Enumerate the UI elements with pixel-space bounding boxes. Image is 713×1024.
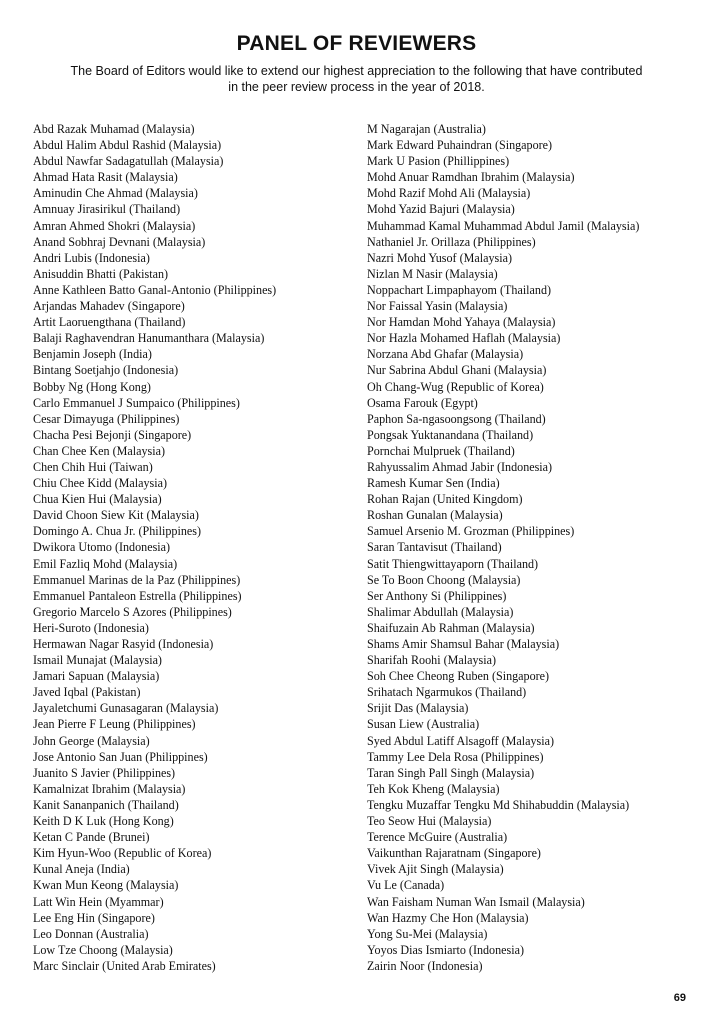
reviewer-name: Rahyussalim Ahmad Jabir (Indonesia) bbox=[367, 459, 553, 474]
reviewer-name: Abd Razak Muhamad (Malaysia) bbox=[33, 122, 195, 136]
reviewer-name: Kim Hyun-Woo (Republic of Korea) bbox=[33, 846, 212, 861]
reviewer-name: Nur Sabrina Abdul Ghani (Malaysia) bbox=[367, 363, 547, 378]
reviewer-name: Mark U Pasion (Phillippines) bbox=[367, 154, 510, 169]
reviewer-name: Ramesh Kumar Sen (India) bbox=[367, 476, 500, 491]
reviewer-name: Yong Su-Mei (Malaysia) bbox=[367, 926, 488, 941]
reviewer-name: Osama Farouk (Egypt) bbox=[367, 395, 478, 410]
reviewer-name: Taran Singh Pall Singh (Malaysia) bbox=[367, 765, 535, 780]
reviewer-name: Nor Hazla Mohamed Haflah (Malaysia) bbox=[367, 331, 561, 346]
reviewer-list-right bbox=[367, 121, 697, 974]
reviewer-name: Mohd Anuar Ramdhan Ibrahim (Malaysia) bbox=[367, 170, 575, 185]
reviewer-name: Zairin Noor (Indonesia) bbox=[367, 958, 483, 973]
reviewer-name: Leo Donnan (Australia) bbox=[33, 926, 149, 941]
reviewer-name: Juanito S Javier (Philippines) bbox=[33, 765, 176, 780]
reviewer-name: Roshan Gunalan (Malaysia) bbox=[367, 508, 503, 523]
reviewer-name: Jean Pierre F Leung (Philippines) bbox=[33, 717, 196, 732]
reviewer-name: Paphon Sa-ngasoongsong (Thailand) bbox=[367, 411, 546, 426]
reviewer-name: Rohan Rajan (United Kingdom) bbox=[367, 492, 523, 507]
reviewer-name: Javed Iqbal (Pakistan) bbox=[33, 685, 141, 700]
reviewer-name: Chen Chih Hui (Taiwan) bbox=[33, 459, 153, 474]
reviewer-name: Artit Laoruengthana (Thailand) bbox=[33, 315, 186, 330]
reviewer-name: Muhammad Kamal Muhammad Abdul Jamil (Malaysia) bbox=[367, 218, 640, 233]
reviewer-name: Terence McGuire (Australia) bbox=[367, 830, 508, 845]
page-title: PANEL OF REVIEWERS bbox=[236, 32, 477, 55]
reviewer-name: Low Tze Choong (Malaysia) bbox=[33, 942, 173, 957]
reviewer-name: Cesar Dimayuga (Philippines) bbox=[33, 411, 180, 426]
reviewer-name: Shalimar Abdullah (Malaysia) bbox=[367, 604, 514, 619]
reviewer-name: Ketan C Pande (Brunei) bbox=[33, 830, 150, 845]
reviewer-name: Abdul Nawfar Sadagatullah (Malaysia) bbox=[33, 154, 224, 169]
reviewer-name: Vivek Ajit Singh (Malaysia) bbox=[367, 862, 504, 877]
reviewer-name: Tammy Lee Dela Rosa (Philippines) bbox=[367, 749, 544, 764]
reviewer-name: Saran Tantavisut (Thailand) bbox=[367, 540, 502, 555]
reviewer-name: Srihatach Ngarmukos (Thailand) bbox=[367, 685, 527, 700]
reviewer-name: Hermawan Nagar Rasyid (Indonesia) bbox=[33, 637, 214, 651]
reviewer-name: Soh Chee Cheong Ruben (Singapore) bbox=[367, 669, 550, 684]
reviewer-name: Amnuay Jirasirikul (Thailand) bbox=[33, 202, 181, 217]
reviewer-name: Mark Edward Puhaindran (Singapore) bbox=[367, 138, 553, 153]
reviewer-name: Nor Hamdan Mohd Yahaya (Malaysia) bbox=[367, 315, 556, 330]
reviewer-name: Jamari Sapuan (Malaysia) bbox=[33, 669, 160, 684]
reviewer-name: Kwan Mun Keong (Malaysia) bbox=[33, 878, 179, 893]
reviewer-name: Emmanuel Pantaleon Estrella (Philippines) bbox=[33, 588, 242, 603]
reviewer-name: Se To Boon Choong (Malaysia) bbox=[367, 572, 521, 587]
reviewer-name: Amran Ahmed Shokri (Malaysia) bbox=[33, 218, 196, 233]
reviewer-name: Syed Abdul Latiff Alsagoff (Malaysia) bbox=[367, 733, 554, 748]
reviewer-name: Jayaletchumi Gunasagaran (Malaysia) bbox=[33, 701, 219, 716]
reviewer-name: Pornchai Mulpruek (Thailand) bbox=[367, 443, 515, 458]
reviewer-name: Ahmad Hata Rasit (Malaysia) bbox=[33, 170, 178, 185]
reviewer-name: Domingo A. Chua Jr. (Philippines) bbox=[33, 524, 201, 539]
reviewer-name: Susan Liew (Australia) bbox=[367, 717, 480, 732]
reviewer-name: Anisuddin Bhatti (Pakistan) bbox=[33, 266, 169, 281]
reviewer-name: Bobby Ng (Hong Kong) bbox=[33, 379, 151, 394]
reviewer-name: Norzana Abd Ghafar (Malaysia) bbox=[367, 347, 524, 362]
reviewer-name: Nathaniel Jr. Orillaza (Philippines) bbox=[367, 234, 536, 249]
reviewer-name: Mohd Razif Mohd Ali (Malaysia) bbox=[367, 186, 531, 201]
reviewer-name: Aminudin Che Ahmad (Malaysia) bbox=[33, 186, 198, 201]
reviewer-list-left bbox=[33, 121, 353, 974]
intro-text bbox=[20, 63, 693, 95]
reviewer-name: Chacha Pesi Bejonji (Singapore) bbox=[33, 427, 192, 442]
reviewer-name: Shaifuzain Ab Rahman (Malaysia) bbox=[367, 620, 535, 635]
reviewer-name: Jose Antonio San Juan (Philippines) bbox=[33, 749, 208, 764]
reviewer-name: Shams Amir Shamsul Bahar (Malaysia) bbox=[367, 637, 560, 651]
reviewer-name: Andri Lubis (Indonesia) bbox=[33, 250, 150, 265]
reviewer-name: Balaji Raghavendran Hanumanthara (Malaysia) bbox=[33, 331, 265, 346]
reviewer-name: Srijit Das (Malaysia) bbox=[367, 701, 469, 716]
reviewer-name: Gregorio Marcelo S Azores (Philippines) bbox=[33, 604, 232, 619]
reviewer-name: Chua Kien Hui (Malaysia) bbox=[33, 492, 162, 507]
reviewer-name: Yoyos Dias Ismiarto (Indonesia) bbox=[367, 942, 524, 957]
reviewer-name: Wan Faisham Numan Wan Ismail (Malaysia) bbox=[367, 894, 585, 909]
reviewer-name: Samuel Arsenio M. Grozman (Philippines) bbox=[367, 524, 575, 539]
reviewer-name: Benjamin Joseph (India) bbox=[33, 347, 152, 362]
reviewer-name: Dwikora Utomo (Indonesia) bbox=[33, 540, 171, 555]
reviewer-name: Heri-Suroto (Indonesia) bbox=[33, 620, 149, 635]
reviewer-name: Carlo Emmanuel J Sumpaico (Philippines) bbox=[33, 395, 240, 410]
reviewer-name: Tengku Muzaffar Tengku Md Shihabuddin (Malaysia) bbox=[367, 797, 630, 812]
intro-line-2: in the peer review process in the year of 2018. bbox=[228, 80, 485, 94]
reviewer-name: Bintang Soetjahjo (Indonesia) bbox=[33, 363, 179, 378]
reviewer-name: Sharifah Roohi (Malaysia) bbox=[367, 653, 496, 668]
intro-line-1: The Board of Editors would like to extend our highest appreciation to the following that have contributed bbox=[70, 64, 643, 78]
reviewer-name: Arjandas Mahadev (Singapore) bbox=[33, 299, 185, 314]
reviewer-name: Pongsak Yuktanandana (Thailand) bbox=[367, 427, 534, 442]
reviewer-name: Emil Fazliq Mohd (Malaysia) bbox=[33, 556, 178, 571]
reviewer-name: Teo Seow Hui (Malaysia) bbox=[367, 814, 492, 829]
reviewer-name: Ser Anthony Si (Philippines) bbox=[367, 588, 507, 603]
reviewer-name: David Choon Siew Kit (Malaysia) bbox=[33, 508, 199, 523]
reviewer-name: Mohd Yazid Bajuri (Malaysia) bbox=[367, 202, 515, 217]
reviewer-name: Chiu Chee Kidd (Malaysia) bbox=[33, 476, 168, 491]
reviewer-name: Nazri Mohd Yusof (Malaysia) bbox=[367, 250, 512, 265]
reviewer-name: Nor Faissal Yasin (Malaysia) bbox=[367, 299, 508, 314]
reviewer-name: Lee Eng Hin (Singapore) bbox=[33, 910, 155, 925]
reviewer-name: Kanit Sananpanich (Thailand) bbox=[33, 797, 179, 812]
reviewer-name: Anand Sobhraj Devnani (Malaysia) bbox=[33, 234, 206, 249]
reviewer-name: Chan Chee Ken (Malaysia) bbox=[33, 443, 165, 458]
reviewer-name: Kunal Aneja (India) bbox=[33, 862, 130, 877]
reviewer-name: Ismail Munajat (Malaysia) bbox=[33, 653, 162, 668]
reviewer-name: Noppachart Limpaphayom (Thailand) bbox=[367, 282, 552, 297]
reviewer-name: Nizlan M Nasir (Malaysia) bbox=[367, 266, 498, 281]
reviewer-name: Emmanuel Marinas de la Paz (Philippines) bbox=[33, 572, 241, 587]
reviewer-name: Satit Thiengwittayaporn (Thailand) bbox=[367, 556, 539, 571]
reviewer-name: Vu Le (Canada) bbox=[367, 878, 445, 893]
reviewer-name: Kamalnizat Ibrahim (Malaysia) bbox=[33, 781, 186, 796]
reviewer-name: Teh Kok Kheng (Malaysia) bbox=[367, 781, 500, 796]
reviewer-name: Abdul Halim Abdul Rashid (Malaysia) bbox=[33, 138, 222, 153]
reviewer-name: Wan Hazmy Che Hon (Malaysia) bbox=[367, 910, 529, 925]
reviewer-name: Latt Win Hein (Myammar) bbox=[33, 894, 164, 909]
page-number: 69 bbox=[673, 992, 686, 1004]
reviewer-name: M Nagarajan (Australia) bbox=[367, 122, 486, 136]
reviewer-name: Vaikunthan Rajaratnam (Singapore) bbox=[367, 846, 541, 861]
reviewer-name: John George (Malaysia) bbox=[33, 733, 150, 748]
reviewer-name: Marc Sinclair (United Arab Emirates) bbox=[33, 958, 216, 973]
reviewer-name: Keith D K Luk (Hong Kong) bbox=[33, 814, 174, 829]
reviewer-name: Anne Kathleen Batto Ganal-Antonio (Philippines) bbox=[33, 282, 277, 297]
reviewer-name: Oh Chang-Wug (Republic of Korea) bbox=[367, 379, 544, 394]
